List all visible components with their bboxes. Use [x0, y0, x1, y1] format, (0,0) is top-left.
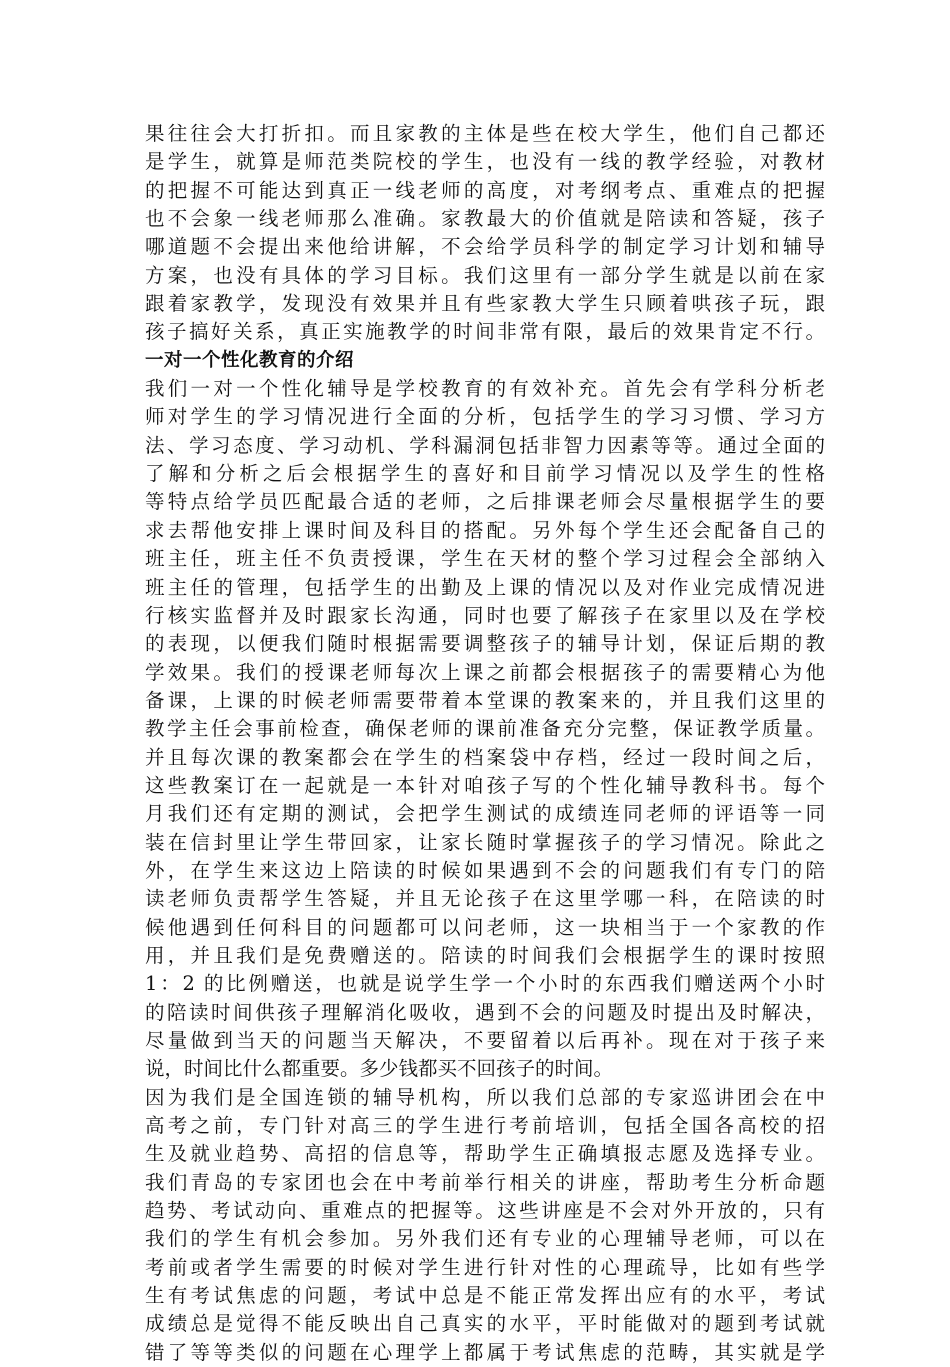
- paragraph-line: 方案，也没有具体的学习目标。我们这里有一部分学生就是以前在家: [145, 263, 825, 287]
- paragraph-line: 候他遇到任何科目的问题都可以问老师，这一块相当于一个家教的作: [145, 915, 825, 939]
- section-heading: 一对一个性化教育的介绍: [145, 349, 355, 371]
- paragraph-line: 外，在学生来这边上陪读的时候如果遇到不会的问题我们有专门的陪: [145, 858, 825, 882]
- paragraph-line: 跟着家教学，发现没有效果并且有些家教大学生只顾着哄孩子玩，跟: [145, 292, 825, 316]
- paragraph-line: 用，并且我们是免费赠送的。陪读的时间我们会根据学生的课时按照: [145, 943, 825, 967]
- paragraph-line: 读老师负责帮学生答疑，并且无论孩子在这里学哪一科，在陪读的时: [145, 887, 825, 911]
- paragraph-line: 的陪读时间供孩子理解消化吸收，遇到不会的问题及时提出及时解决，: [145, 1000, 825, 1024]
- paragraph-line: 班主任，班主任不负责授课，学生在天材的整个学习过程会全部纳入: [145, 547, 825, 571]
- paragraph-line: 的把握不可能达到真正一线老师的高度，对考纲考点、重难点的把握: [145, 178, 825, 202]
- paragraph-line: 成绩总是觉得不能反映出自己真实的水平，平时能做对的题到考试就: [145, 1312, 825, 1336]
- paragraph-line: 班主任的管理，包括学生的出勤及上课的情况以及对作业完成情况进: [145, 575, 825, 599]
- document-body: [145, 120, 825, 1367]
- paragraph-line: 教学主任会事前检查，确保老师的课前准备充分完整，保证教学质量。: [145, 717, 825, 741]
- paragraph-line: 月我们还有定期的测试，会把学生测试的成绩连同老师的评语等一同: [145, 802, 825, 826]
- paragraph-line: 果往往会大打折扣。而且家教的主体是些在校大学生，他们自己都还: [145, 122, 825, 145]
- paragraph-line: 的表现，以便我们随时根据需要调整孩子的辅导计划，保证后期的教: [145, 632, 825, 656]
- paragraph-line: 并且每次课的教案都会在学生的档案袋中存档，经过一段时间之后，: [145, 745, 825, 769]
- paragraph-line: 尽量做到当天的问题当天解决，不要留着以后再补。现在对于孩子来: [145, 1029, 825, 1052]
- paragraph-line: 是学生，就算是师范类院校的学生，也没有一线的教学经验，对教材: [145, 150, 825, 174]
- paragraph-line: 说，时间比什么都重要。多少钱都买不回孩子的时间。: [145, 1057, 614, 1081]
- paragraph-line: 错了等等类似的问题在心理学上都属于考试焦虑的范畴，其实就是学: [145, 1340, 825, 1364]
- paragraph-line: 学效果。我们的授课老师每次上课之前都会根据孩子的需要精心为他: [145, 660, 825, 684]
- paragraph-line: 备课，上课的时候老师需要带着本堂课的教案来的，并且我们这里的: [145, 688, 825, 712]
- paragraph-line: 求去帮他安排上课时间及科目的搭配。另外每个学生还会配备自己的: [145, 518, 825, 542]
- paragraph-line: 哪道题不会提出来他给讲解，不会给学员科学的制定学习计划和辅导: [145, 235, 825, 259]
- paragraph-line: 考前或者学生需要的时候对学生进行针对性的心理疏导，比如有些学: [145, 1255, 825, 1279]
- paragraph-line: 1：2 的比例赠送，也就是说学生学一个小时的东西我们赠送两个小时: [145, 972, 825, 996]
- paragraph-line: 高考之前，专门针对高三的学生进行考前培训，包括全国各高校的招: [145, 1114, 825, 1138]
- paragraph-line: 法、学习态度、学习动机、学科漏洞包括非智力因素等等。通过全面的: [145, 433, 825, 457]
- paragraph-line: 我们的学生有机会参加。另外我们还有专业的心理辅导老师，可以在: [145, 1227, 825, 1251]
- paragraph-line: 生及就业趋势、高招的信息等，帮助学生正确填报志愿及选择专业。: [145, 1142, 825, 1166]
- paragraph-line: 趋势、考试动向、重难点的把握等。这些讲座是不会对外开放的，只有: [145, 1199, 825, 1223]
- paragraph-line: 等特点给学员匹配最合适的老师，之后排课老师会尽量根据学生的要: [145, 490, 825, 514]
- paragraph-line: 我们一对一个性化辅导是学校教育的有效补充。首先会有学科分析老: [145, 377, 825, 401]
- paragraph-line: 我们青岛的专家团也会在中考前举行相关的讲座，帮助考生分析命题: [145, 1170, 825, 1194]
- paragraph-line: 因为我们是全国连锁的辅导机构，所以我们总部的专家巡讲团会在中: [145, 1085, 825, 1109]
- paragraph-line: 师对学生的学习情况进行全面的分析，包括学生的学习习惯、学习方: [145, 405, 825, 429]
- paragraph-line: 生有考试焦虑的问题，考试中总是不能正常发挥出应有的水平，考试: [145, 1284, 825, 1308]
- paragraph-line: 行核实监督并及时跟家长沟通，同时也要了解孩子在家里以及在学校: [145, 603, 825, 627]
- paragraph-line: 也不会象一线老师那么准确。家教最大的价值就是陪读和答疑，孩子: [145, 207, 825, 231]
- paragraph-line: 了解和分析之后会根据学生的喜好和目前学习情况以及学生的性格: [145, 462, 825, 486]
- paragraph-line: 装在信封里让学生带回家，让家长随时掌握孩子的学习情况。除此之: [145, 830, 825, 854]
- paragraph-line: 这些教案订在一起就是一本针对咱孩子写的个性化辅导教科书。每个: [145, 773, 825, 797]
- paragraph-line: 孩子搞好关系，真正实施教学的时间非常有限，最后的效果肯定不行。: [145, 320, 825, 344]
